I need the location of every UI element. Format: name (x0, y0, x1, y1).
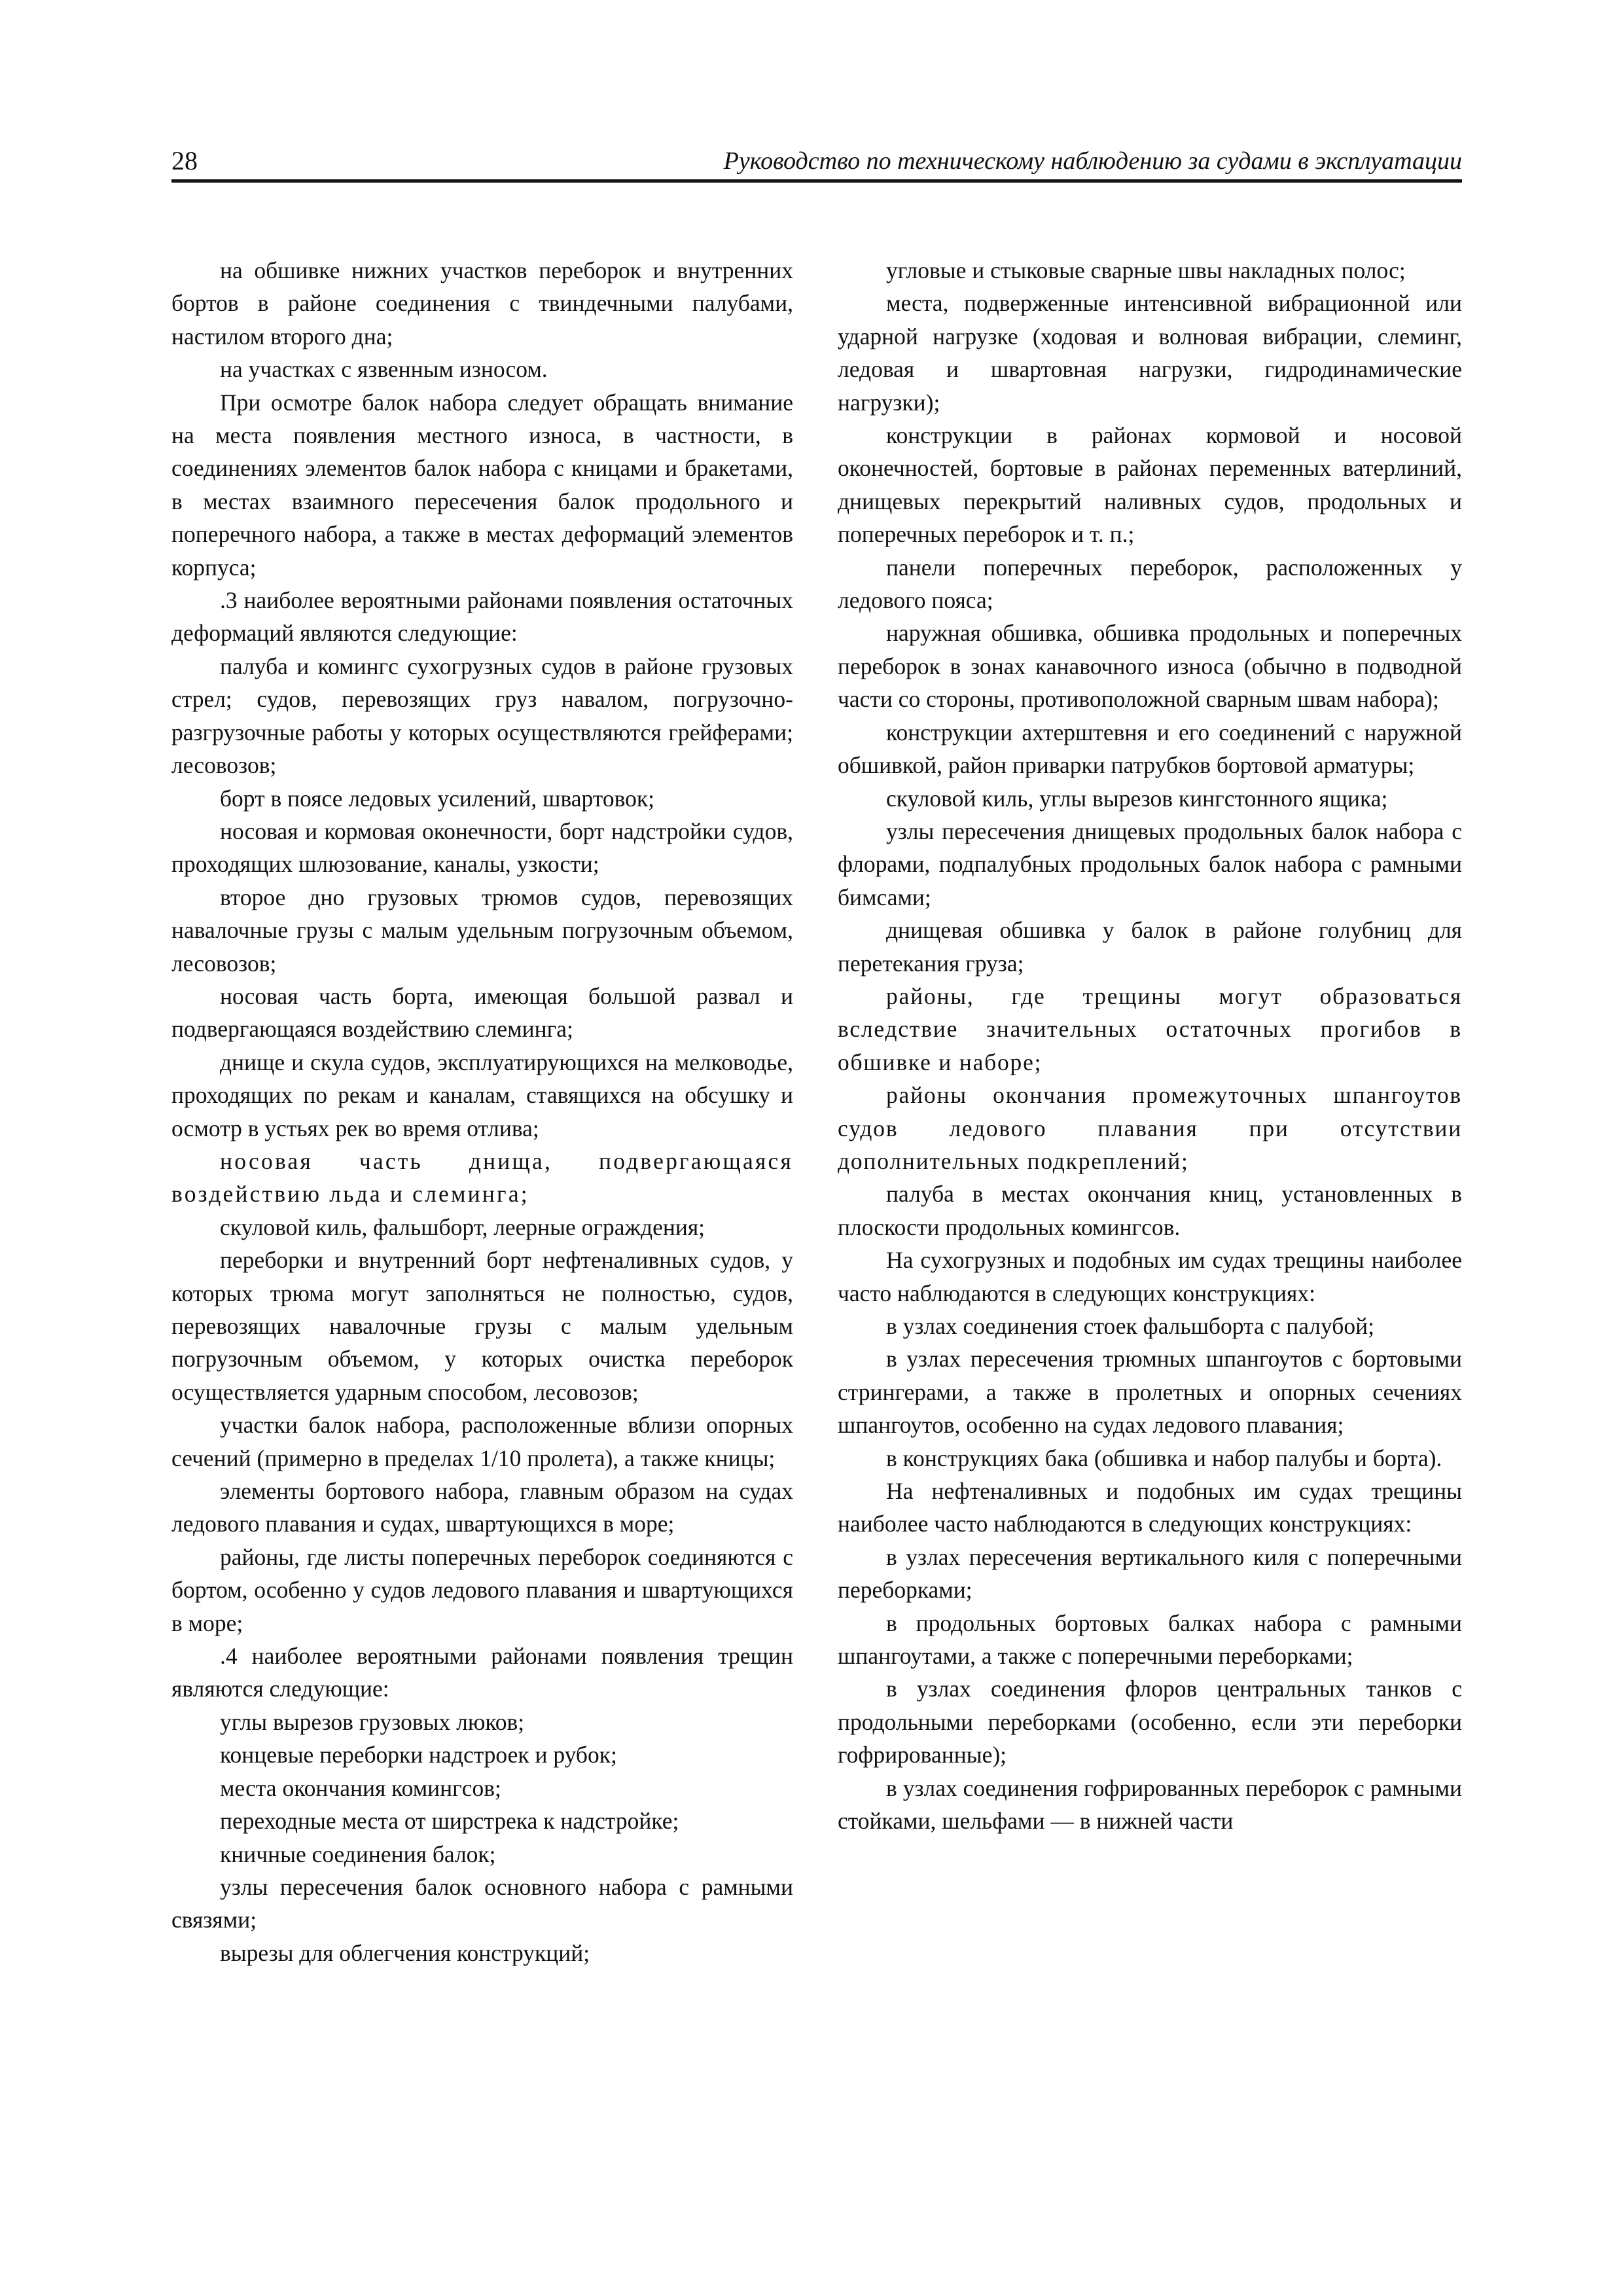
paragraph: в узлах пересечения трюмных шпангоутов с бортовыми стрингерами, а также в пролетных и опорных сечениях шпангоутов, особенно на судах ледового плавания; (838, 1346, 1462, 1439)
running-title: Руководство по техническому наблюдению за судами в эксплуатации (723, 147, 1462, 175)
paragraph: в узлах соединения гофрированных переборок с рамными стойками, шельфами — в нижней части (838, 1774, 1462, 1835)
paragraph: .3 наиболее вероятными районами появления остаточных деформаций являются следующие: (171, 587, 793, 647)
paragraph: в продольных бортовых балках набора с рамными шпангоутами, а также с поперечными переборками; (838, 1609, 1462, 1670)
paragraph: переборки и внутренний борт нефтеналивных судов, у которых трюма могут заполняться не полностью, судов, перевозящих навалочные грузы с малым удельным погрузочным объемом, у которых очистка переборок осуществляется ударным способом, лесовозов; (171, 1247, 793, 1405)
paragraph: в узлах соединения флоров центральных танков с продольными переборками (особенно, если эти переборки гофрированные); (838, 1676, 1462, 1768)
paragraph: в конструкциях бака (обшивка и набор палубы и борта). (886, 1444, 1442, 1471)
paragraph: скуловой киль, фальшборт, леерные ограждения; (220, 1213, 705, 1240)
paragraph: палуба и комингс сухогрузных судов в районе грузовых стрел; судов, перевозящих груз навалом, погрузочно-разгрузочные работы у которых осуществляются грейферами; лесовозов; (171, 653, 793, 779)
paragraph: в узлах соединения стоек фальшборта с палубой; (886, 1313, 1374, 1339)
paragraph: в узлах пересечения вертикального киля с поперечными переборками; (838, 1543, 1462, 1604)
paragraph: переходные места от ширстрека к надстройке; (220, 1808, 679, 1835)
paragraph: вырезы для облегчения конструкций; (220, 1939, 590, 1966)
page-header (171, 143, 1462, 183)
paragraph: районы, где трещины могут образоваться вследствие значительных остаточных прогибов в обшивке и наборе; (838, 982, 1462, 1075)
paragraph: участки балок набора, расположенные вблизи опорных сечений (примерно в пределах 1/10 пролета), а также кницы; (171, 1412, 793, 1471)
paragraph: носовая часть борта, имеющая большой развал и подвергающаяся воздействию слеминга; (171, 982, 793, 1043)
paragraph: второе дно грузовых трюмов судов, перевозящих навалочные грузы с малым удельным погрузочным объемом, лесовозов; (171, 884, 793, 977)
paragraph: панели поперечных переборок, расположенных у ледового пояса; (838, 554, 1462, 614)
paragraph: днище и скула судов, эксплуатирующихся на мелководье, проходящих по рекам и каналам, ставящихся на обсушку и осмотр в устьях рек во время отлива; (171, 1049, 793, 1141)
paragraph: угловые и стыковые сварные швы накладных полос; (886, 257, 1406, 283)
paragraph: на обшивке нижних участков переборок и внутренних бортов в районе соединения с твиндечными палубами, настилом второго дна; (171, 257, 793, 350)
paragraph: наружная обшивка, обшивка продольных и поперечных переборок в зонах канавочного износа (обычно в подводной части со стороны, противоположной сварным швам набора); (838, 620, 1462, 713)
paragraph: элементы бортового набора, главным образом на судах ледового плавания и судах, швартующихся в море; (171, 1478, 793, 1537)
paragraph: на участках с язвенным износом. (220, 356, 548, 383)
page-number: 28 (171, 146, 198, 175)
right-column (838, 254, 1462, 1838)
paragraph: борт в поясе ледовых усилений, швартовок; (220, 785, 654, 812)
paragraph: кничные соединения балок; (220, 1840, 496, 1867)
paragraph: конструкции ахтерштевня и его соединений с наружной обшивкой, район приварки патрубков бортовой арматуры; (838, 719, 1462, 779)
paragraph: концевые переборки надстроек и рубок; (220, 1742, 617, 1768)
paragraph: носовая часть днища, подвергающаяся воздействию льда и слеминга; (171, 1147, 793, 1208)
paragraph: узлы пересечения балок основного набора с рамными связями; (171, 1873, 793, 1933)
paragraph: На нефтеналивных и подобных им судах трещины наиболее часто наблюдаются в следующих конструкциях: (838, 1478, 1462, 1537)
paragraph: скуловой киль, углы вырезов кингстонного ящика; (886, 785, 1388, 812)
paragraph: .4 наиболее вероятными районами появления трещин являются следующие: (171, 1643, 793, 1702)
paragraph: узлы пересечения днищевых продольных балок набора с флорами, подпалубных продольных балок набора с рамными бимсами; (838, 817, 1462, 910)
paragraph: места окончания комингсов; (220, 1774, 501, 1801)
paragraph: углы вырезов грузовых люков; (220, 1708, 525, 1735)
paragraph: днищевая обшивка у балок в районе голубниц для перетекания груза; (838, 917, 1462, 977)
left-column (171, 254, 793, 1969)
paragraph: места, подверженные интенсивной вибрационной или ударной нагрузке (ходовая и волновая вибрации, слеминг, ледовая и швартовная нагрузки, гидродинамические нагрузки); (838, 290, 1462, 416)
paragraph: районы, где листы поперечных переборок соединяются с бортом, особенно у судов ледового плавания и швартующихся в море; (171, 1543, 793, 1636)
paragraph: носовая и кормовая оконечности, борт надстройки судов, проходящих шлюзование, каналы, узкости; (171, 817, 793, 878)
paragraph: На сухогрузных и подобных им судах трещины наиболее часто наблюдаются в следующих конструкциях: (838, 1247, 1462, 1306)
paragraph: конструкции в районах кормовой и носовой оконечностей, бортовые в районах переменных ватерлиний, днищевых перекрытий наливных судов, продольных и поперечных переборок и т. п.; (838, 422, 1462, 548)
paragraph: районы окончания промежуточных шпангоутов судов ледового плавания при отсутствии дополнительных подкреплений; (838, 1082, 1462, 1174)
paragraph: палуба в местах окончания книц, установленных в плоскости продольных комингсов. (838, 1181, 1462, 1240)
paragraph: При осмотре балок набора следует обращать внимание на места появления местного износа, в частности, в соединениях элементов балок набора с кницами и бракетами, в местах взаимного пересечения балок продольного и поперечного набора, а также в местах деформаций элементов корпуса; (171, 389, 793, 581)
